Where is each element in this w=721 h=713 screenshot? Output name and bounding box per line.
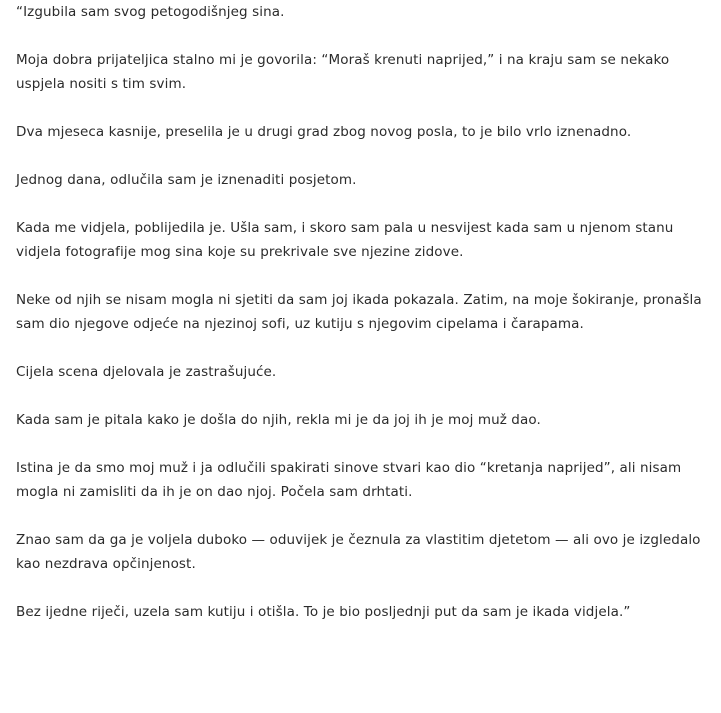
paragraph-5: Kada me vidjela, poblijedila je. Ušla sam, i skoro sam pala u nesvijest kada sam u njenom stanu vidjela fotografije mog sina koje su prekrivale sve njezine zidove. bbox=[16, 220, 674, 260]
paragraph-9: Istina je da smo moj muž i ja odlučili spakirati sinove stvari kao dio “kretanja naprijed”, ali nisam mogla ni zamisliti da ih je on dao njoj. Počela sam drhtati. bbox=[16, 460, 682, 500]
paragraph-4: Jednog dana, odlučila sam je iznenaditi posjetom. bbox=[16, 172, 357, 188]
paragraph-1: “Izgubila sam svog petogodišnjeg sina. bbox=[16, 4, 285, 20]
paragraph-8: Kada sam je pitala kako je došla do njih, rekla mi je da joj ih je moj muž dao. bbox=[16, 412, 541, 428]
paragraph-3: Dva mjeseca kasnije, preselila je u drugi grad zbog novog posla, to je bilo vrlo iznenadno. bbox=[16, 124, 632, 140]
paragraph-11: Bez ijedne riječi, uzela sam kutiju i otišla. To je bio posljednji put da sam je ikada vidjela.” bbox=[16, 604, 631, 620]
paragraph-7: Cijela scena djelovala je zastrašujuće. bbox=[16, 364, 277, 380]
paragraph-6: Neke od njih se nisam mogla ni sjetiti da sam joj ikada pokazala. Zatim, na moje šokiranje, pronašla sam dio njegove odjeće na njezinoj sofi, uz kutiju s njegovim cipelama i čarapama. bbox=[16, 292, 702, 332]
paragraph-10: Znao sam da ga je voljela duboko — oduvijek je čeznula za vlastitim djetetom — ali ovo je izgledalo kao nezdrava opčinjenost. bbox=[16, 532, 701, 572]
article-body bbox=[16, 0, 716, 648]
paragraph-2: Moja dobra prijateljica stalno mi je govorila: “Moraš krenuti naprijed,” i na kraju sam se nekako uspjela nositi s tim svim. bbox=[16, 52, 670, 92]
